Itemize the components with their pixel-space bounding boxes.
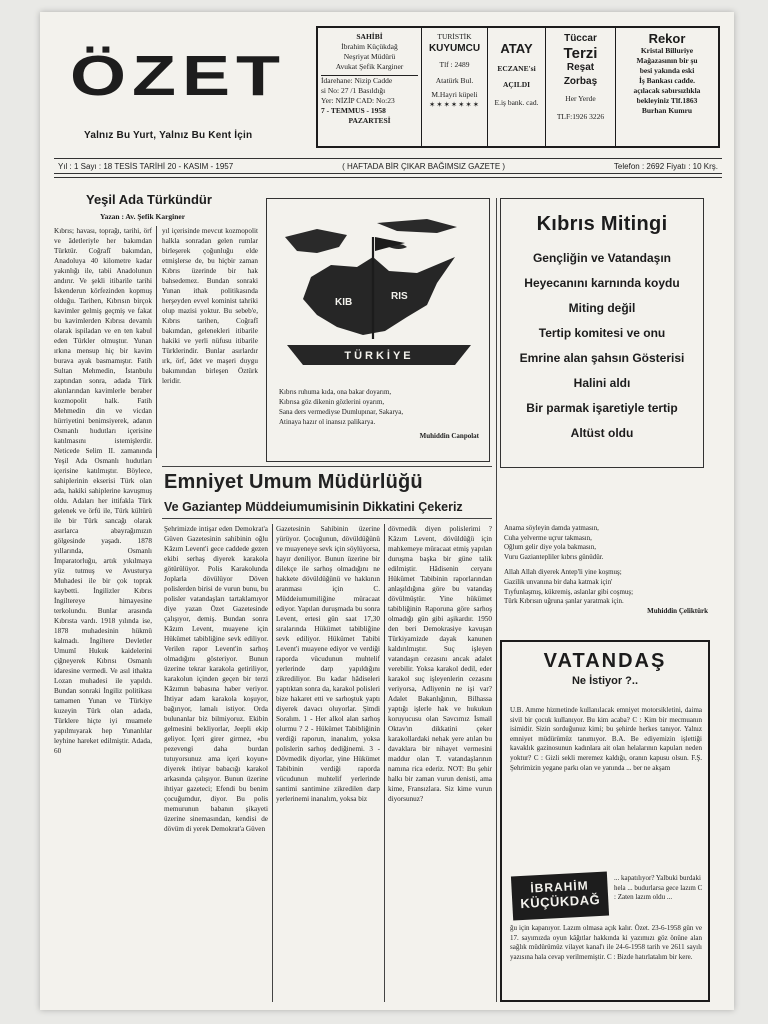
column-rule (496, 198, 497, 1002)
issue-date: 7 - TEMMUS - 1958 (321, 105, 386, 115)
miting-line: Gençliğin ve Vatandaşın (532, 251, 672, 265)
poem-line: Atinaya hazır ol inansız palikarya. (279, 418, 376, 426)
miting-line: Bir parmak işaretiyle tertip (526, 401, 678, 415)
ad-rekor-line-4: İş Bankası cadde. (638, 76, 696, 86)
cyprus-poem (279, 387, 479, 441)
poem-line: Oğlum gelir diye yola bakmasın, (504, 543, 596, 552)
ad-atay-address: E.iş bank. cad. (494, 97, 539, 107)
ad-kuyumcu (422, 28, 488, 146)
ad-atay (488, 28, 546, 146)
miting-box (500, 198, 704, 468)
ad-kuyumcu-phone: Tlf : 2489 (439, 59, 470, 69)
poem-line: Türk Kıbrısın uğruna şanlar yaratmak için. (504, 597, 624, 606)
ad-terzi-name: Reşat (566, 62, 595, 74)
main-headline: Emniyet Umum Müdürlüğü (164, 471, 423, 493)
ad-terzi-tag: Tüccar (564, 33, 597, 44)
miting-line: Emrine alan şahsın Gösterisi (519, 351, 685, 365)
poem-author: Muhiddin Canpolat (419, 432, 479, 440)
editor-name: Avukat Şefik Karginer (321, 62, 418, 75)
owner-info (318, 28, 422, 146)
miting-lines (501, 246, 703, 446)
issue-day: PAZARTESİ (348, 116, 391, 125)
article2-col3: dövmedik diyen polislerimi ? Kâzım Levent, dövüldüğü için mahkemeye müracaat etmiş yapılan duruşma başka bir güne talik edilmiştir. Hâdisenin ceryanı Hükümet Tabibinin raporlarından anlaşıldığına göre bu vatandaş dövülmüştür. Yine hükümet tabibliğinin Raporuna göre sarhoş olmadığı gün gibi aşikardır. 1950 den beri Demokrasiye kavuşan Türkiyamizde dayak kanunen kaldırılmıştır. Suç işleyen vatandaşın cezasını ancak adalet verebilir. Yoksa karakol dedil, eder karakol suç işleyenlerin cezasını veriyorsa, Adliyenin ne işi var? Adalet Bakanlığının, Bilhassa yaptığı işlerle hak ve hukukun koruyucusu olan Savcımız İsmail Oktav'ın dikkatini çeker karakollardaki nehak yere atılan bu davaklara bir nihayet vermesini maddur olan T. vatandaşlarının namına rica ederiz. NOT: Bu şehir halkı bir zaman vurun denisti, ama kime, Fransızlara. Siz kime vurun diyorsunuz? (388, 525, 492, 803)
miting-line: Miting değil (568, 301, 636, 315)
address-line-1: İdarehane: Nizip Cadde (321, 75, 393, 85)
subheadline-rule (162, 518, 492, 519)
article2-col1: Şehrimizde intişar eden Demokrat'a Güven Gazetesinin sahibinin oğlu Kâzım Levent'i gece caddede gezen ekibi serhaş diyerek karakola götürülüyor. Polis Karakolunda Joplarla dövülüyor Döven polislerden birisi de vurun bunu, bu polisler vatandaşları tartaklamıyor diye yazan Özet Gazetesinde çalışıyor, demiş. Bundan sonra Kâzım Levent, muayene için Hükümet tabibliğine sevk ediliyor. Verilen rapor Levent'in sarhoş olmadığını gösteriyor. Bunun üzerine tekrar karakola getiriliyor, karakolun içinden geçen bir terzi Kâzımın babasına haber veriyor. İhtiyar adam karakola koşuyor, bağırıyor, lamalı istiyor. Orda bulunanlar biz bilmiyoruz. Ekibin gelmesini bekliyorlar, Jeepli ekip geliyor. İçeri girer girmez, «bu pezevengi daha burdan tutuyorsunuz ama içeri koyun» diyerek ihtiyar babacığı karakol arkasında çalışıyor. Bunun üzerine ihtiyar gazeteci; Efendi bu benim çocuğumdur, diyor. Bu polis memurunun babanın şikayeti üzerine sinemasından, kendisi de dövüm di yerek Demokrat'a Güven (164, 525, 268, 833)
vatandas-subtitle: Ne İstiyor ?.. (571, 675, 639, 687)
issue-number: Yıl : 1 Sayı : 18 TESİS TARİHİ 20 - KASIM - 1957 (58, 161, 234, 171)
poem-author: Muhiddin Çeliktürk (647, 606, 708, 615)
ad-atay-title: ATAY (500, 41, 533, 56)
newspaper-page (40, 12, 734, 1010)
owner-label: SAHİBİ (356, 32, 383, 41)
miting-line: Halini aldı (573, 376, 631, 390)
phone-price: Telefon : 2692 Fiyatı : 10 Krş. (613, 161, 718, 171)
map-label-kib: KIB (335, 297, 353, 308)
ad-terzi-where: Her Yerde (565, 94, 596, 104)
ad-rekor-line-6: bekleyiniz Tlf.1863 (636, 96, 698, 106)
poem-line: Tıyfunlaşmış, kükremiş, aslanlar gibi coşmuş; (504, 587, 634, 596)
cyprus-map-illustration (277, 207, 481, 377)
ad-rekor-owner: Burhan Kumru (641, 106, 693, 116)
ad-rekor-line-5: açılacak sabırsızlıkla (633, 86, 701, 96)
sub-headline: Ve Gaziantep Müddeiumumisinin Dikkatini Çekeriz (164, 500, 463, 514)
ad-rekor-title: Rekor (648, 31, 686, 46)
newspaper-logo: ÖZET (70, 44, 286, 108)
ad-kuyumcu-ornament: ✶✶✶✶✶✶✶ (429, 100, 480, 109)
miting-line: Altüst oldu (570, 426, 634, 440)
poem-line: Kıbrıs ruhuma kıda, ona bakar doyarım, (279, 388, 392, 396)
header-rule (54, 177, 722, 178)
ad-terzi-surname: Zorbaş (563, 75, 598, 87)
paper-tagline: ( HAFTADA BİR ÇIKAR BAĞIMSIZ GAZETE ) (342, 161, 506, 171)
vatandas-side-text: ... kapatılıyor? Yalbuki burdaki hela ... budurlarsa gece lazım C : Zaten lazım oldu ... (614, 874, 703, 902)
headline-rule (162, 466, 492, 467)
article1-title: Yeşil Ada Türkündür (86, 192, 212, 207)
address-line-2: si No: 27 /1 Basıldığı (321, 85, 386, 95)
poem-line: Gazilik unvanına bir daha katmak için' (504, 577, 613, 586)
poem-line: Kıbrısa göz dikenin gözlerini oyarım, (279, 398, 385, 406)
vatandas-body-2: ğu için kapanıyor. Lazım olmasa açık kalır. Özet. 23-6-1958 gün ve 17. sayımızda oyun kâğıtlar hakkında ki yazımızı göz önüne alan sağlık müdürümüz vilayet kanal'ı ile 24-6-1958 tarih ve 2611 sayılı yazısına hala cevap verilmemiştir. C : Bizde hatırlatalım bir kere. (510, 924, 702, 961)
column-rule (272, 524, 273, 1002)
map-label-turkiye: TÜRKİYE (344, 350, 414, 362)
article1-col2: yıl içerisinde mevcut kozmopolit halkla sonradan gelen rumlar birleşerek çoğunluğu elde etmişlerse de, bu hiçbir zaman Kıbrıs üzerinde bir hak bahsedemez. Bundan sonraki Yunan ithak politikasında herşeyden evvel kominist tahriki olup mazisi yoktur. Bu sebeb'e, Kıbrıs tarihen, Coğrafî bakımdan, gelenekleri itibarile hakiki ve yerli nüfusu itibarile Türklerindir. Bunlar asırlardır ırk, örf, âdet ve maşeri duygu bakımından birleşen Öztürk leridir. (162, 227, 258, 385)
miting-line: Tertip komitesi ve onu (538, 326, 666, 340)
article2-col2: Gazetesinin Sahibinin üzerine yürüyor. Çocuğunun, dövüldüğünü ve muayeneye sevk için söylüyorsa, hayır deniliyor. Bunun üzerine bir dilekçe ile sarhoş olmadığını ne hakkete dövüldüğünü ve hakkının aranması için C. Müddeiumumiliğine müracaat ediyor. Yapılan duruşmada bu sonra Levent, ertesi gün saat 17,30 sıralarında Hükümet tabibliğine sevk ediliyor. Hükümet Tabibi Levent'i muayene ediyor ve verdiği raporda vücudunun muhtelif yerlerinde darp yapıldığını zikrediliyor. Bu kadar hâdiseleri yaptıktan sonra da, karakol polisleri bize hakaret etti ve sarhoştuk yaptı diyerek davacı oluyorlar. Şimdi Soralım. 1 - Her alkol alan sarhoş olurmu ? 2 - Hükümet Tabibliğinin verdiği raporun, inanalım, yoksa polislerin sarhoş dediğinemi. 3 - Dövmedik diyorlar, yine Hükümet Tabibinin verdiği raporda vücudunun muhtelif yerlerinde santimi santimine zikredilen darp yerlerinemi inanalım, yoksa biz (276, 525, 380, 803)
ad-rekor-line-1: Kristal Billuriye (640, 45, 694, 55)
masthead (54, 26, 722, 154)
ad-rekor-line-3: besi yakında eski (639, 65, 695, 75)
dateline (54, 158, 722, 174)
ad-terzi-title: Terzi (563, 44, 598, 62)
ad-atay-opened: AÇILDI (502, 79, 531, 89)
poem-line: Sana ders vermediyse Dumlupınar, Sakarya, (279, 408, 404, 416)
editor-label: Neşriyat Müdürü (343, 52, 396, 62)
logo-line-1: İBRAHİM (530, 878, 590, 896)
miting-title: Kıbrıs Mitingi (536, 213, 668, 235)
ibrahim-kucukdag-logo (511, 872, 609, 921)
slogan: Yalnız Bu Yurt, Yalnız Bu Kent İçin (84, 130, 253, 141)
map-label-ris: RIS (391, 291, 408, 302)
poem-line: Allah Allah diyerek Antep'li yine koşmuş; (504, 568, 622, 577)
ad-kuyumcu-owner: M.Hayri küpeli (431, 89, 478, 99)
article1-col1: Kıbrıs; havası, toprağı, tarihi, örf ve âdetleriyle her bakımdan Türktür. Coğrafî bakımdan, Anadoluya 40 kilometre kadar yakınlığı ile, tabii Anadolunun andırır. Ve şekli itibarile tarihi İskenderun körfezinden kopmuş olduğu. Tarihen, Kıbrısın birçok kavimler gelmiş geçmiş ve fakat bu kavimlerden Kıbrısı devamlı olarak ispiladan ve en ten kabul eden Türkler olmuştur. Yunan ırkına mensup hiç bir kavim burava ayak basmamıştır. Fatih Sultan Mehmedin, İstanbulu zaptından sonra, adada Türk akınlarından kavimlerle beraber kozmopolit halk. Fatih Mehmedin din ve vicdan hürriyetini benimsiyerek, adanın Osmanlı hudutları içerisine katılmasını istemişlerdir. Neticede Selim II. zamanında Yeşil Ada Osmanlı hudutları içerisine katılmıştır. Böylece, sahiplerinin ekserisi Türk olan ada, hakiki sahiplerine kavuşmuş oldu. Adaları her ittifakla Türk gelenek ve örfü ile, Türk kültürü ile bir Türk sancağı olarak asırlarca abayrağımızın gölgesinde yaşadı. 1878 yıllarında, Osmanlı İmparatorluğu, artık yıkılmaya yüz tutmuş ve Avusturya Muhadesi ile bir çok toprak kaybetti. İngilizler Kıbrıs İngiltereye himayesine terkolundu. Bunlar arasında Kıbrısta vardı. 1918 yılında ise, 1878 muhadesinin hükmü kalmadı. İngiltere Devletler Umumî Hukuk kaidelerini çiğneyerek Kıbrısı Osmanlı idaresine vermedi. Ve asıl ithakta Lozan muhadesi ile yapıldı. Bundan sonraki İngiliz politikası tamamen Yunan ve Türkiye kuzeyin Türk olan adada, Türklere hiçte iyi muamele yapılmıyarak hep Yunanlılar leyhine hareket edilmiştir. Adada, 60 (54, 227, 152, 755)
vatandas-box (500, 640, 710, 1002)
cyprus-illustration-box (266, 198, 490, 462)
antep-poem (504, 524, 708, 616)
vatandas-title: VATANDAŞ (543, 650, 667, 672)
ad-rekor (616, 28, 718, 146)
ad-kuyumcu-tag: TURİSTİK (437, 32, 472, 41)
ad-atay-eczane: ECZANE'si (497, 63, 536, 73)
header-ads-box (316, 26, 720, 148)
poem-line: Anama söyleyin damda yatmasın, (504, 524, 599, 532)
address-line-3: Yer: NİZİP CAD: No:23 (321, 95, 395, 105)
ad-kuyumcu-address: Atatürk Bul. (435, 75, 474, 85)
logo-line-2: KÜÇÜKDAĞ (520, 891, 601, 912)
column-rule (156, 226, 157, 458)
ad-terzi-phone: TLF:1926 3226 (556, 112, 605, 122)
ad-terzi (546, 28, 616, 146)
column-rule (384, 524, 385, 1002)
article1-byline: Yazan : Av. Şefik Karginer (100, 212, 186, 221)
ad-rekor-line-2: Mağazasının bir şu (636, 55, 698, 65)
poem-line: Vuru Gaziantepliler kıbrıs günüdür. (504, 552, 604, 561)
miting-line: Heyecanını karnında koydu (524, 276, 680, 290)
ad-kuyumcu-title: KUYUMCU (428, 43, 481, 55)
vatandas-body: U.B. Amme hizmetinde kullanılacak emniyet motorsikletini, daima sivil bir çocuk kullanıyor. Bu kim acaba? C : Kim bir mecmuanın isimidir. Sizin sorduğunuz kimi; bu şehirde herkes tanıyor. Yalnız emniyet müdürümüz tanımıyor. B.A. Be ediyemizin işlettiği kavaklık gazinosunun kadınlara ait olan helalarının kapuları neden yoktur? C : Gizli sekli meremez kaldığı, oranın kapusu olsun. F.Ş. Şehrimizin yegane parkı olan ve yanında ... ber ne akşam (510, 706, 702, 772)
owner-name: İbrahim Küçükdağ (341, 42, 398, 52)
poem-line: Cuha yelverme uçrur takmasın, (504, 533, 592, 542)
